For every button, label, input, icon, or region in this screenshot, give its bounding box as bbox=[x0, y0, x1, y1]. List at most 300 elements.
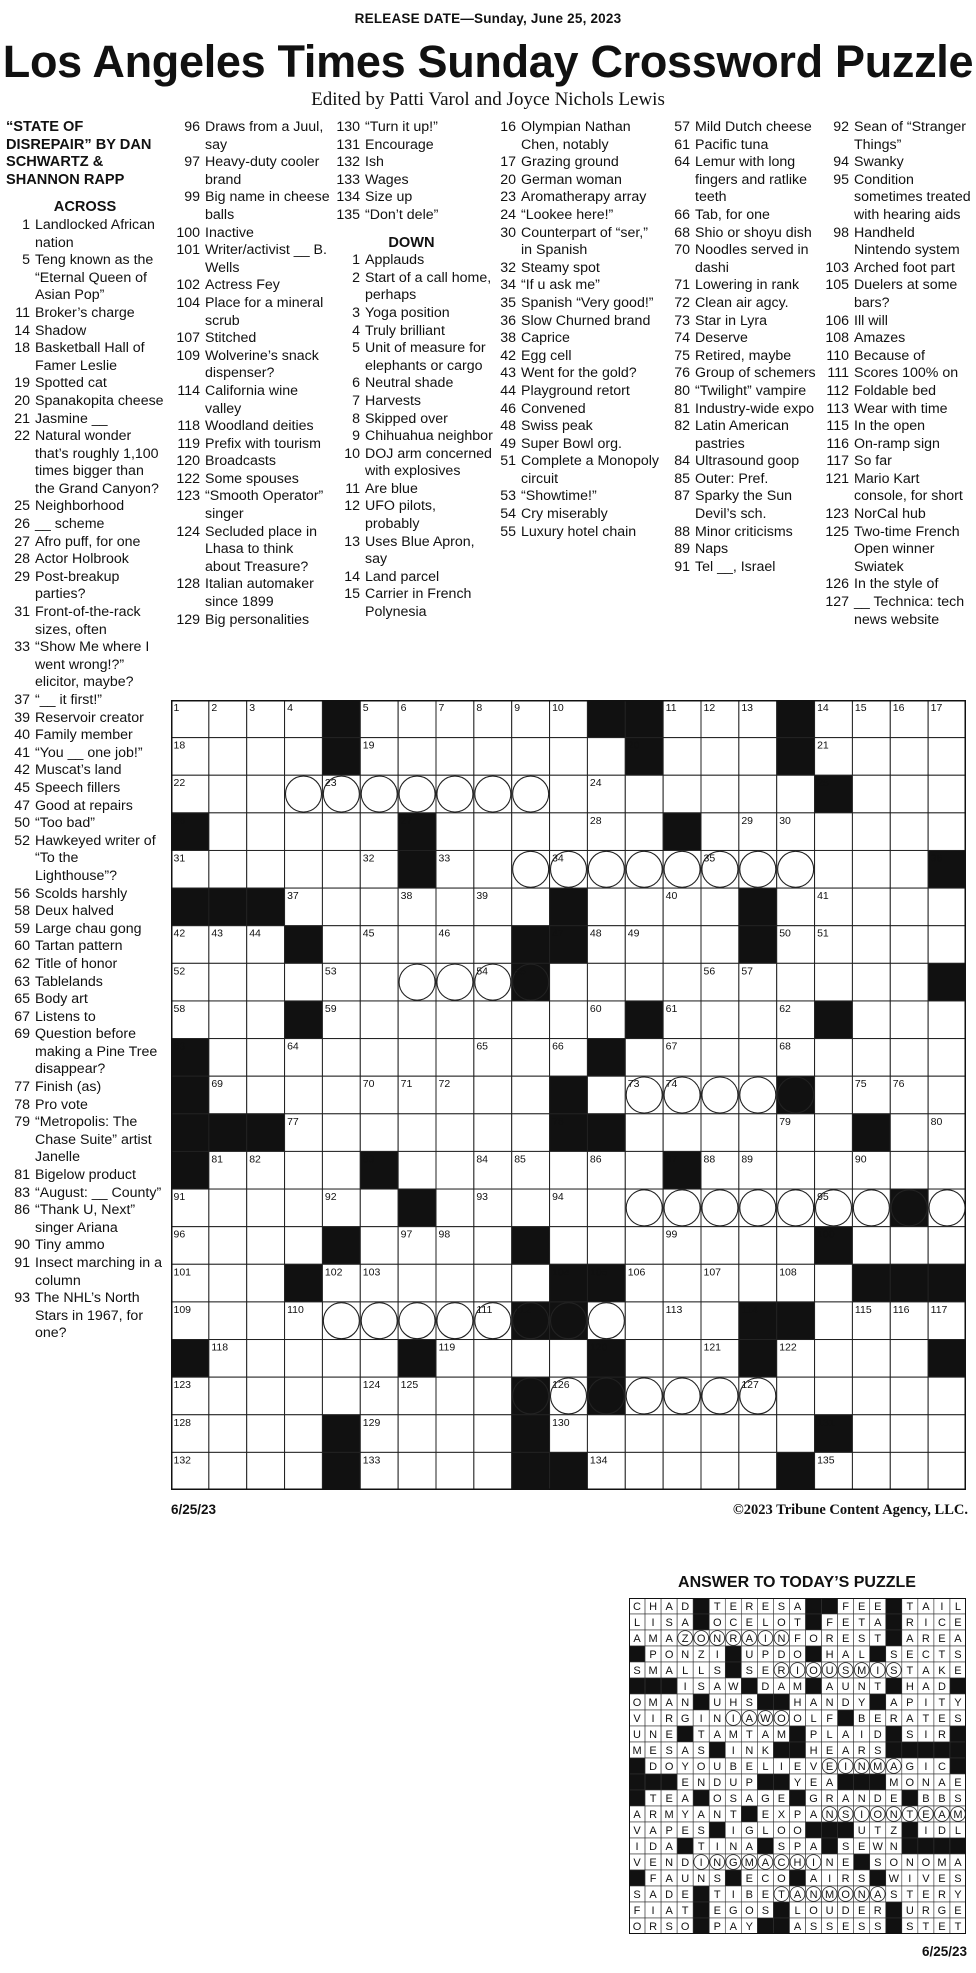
grid-square[interactable] bbox=[512, 1076, 550, 1114]
clue-text: Harvests bbox=[365, 392, 421, 409]
grid-square[interactable] bbox=[247, 813, 285, 851]
grid-square[interactable] bbox=[512, 738, 550, 776]
grid-square[interactable] bbox=[701, 738, 739, 776]
grid-square[interactable] bbox=[701, 775, 739, 813]
grid-square[interactable] bbox=[587, 888, 625, 926]
grid-square[interactable] bbox=[285, 1189, 323, 1227]
grid-square[interactable] bbox=[815, 1264, 853, 1302]
grid-square[interactable] bbox=[815, 1151, 853, 1189]
grid-square[interactable] bbox=[436, 738, 474, 776]
grid-square[interactable] bbox=[474, 813, 512, 851]
block-square bbox=[587, 700, 625, 738]
grid-number: 92 bbox=[324, 1191, 337, 1204]
answer-block bbox=[693, 1694, 709, 1710]
grid-number: 102 bbox=[324, 1266, 343, 1279]
grid-square[interactable] bbox=[322, 888, 360, 926]
grid-square[interactable] bbox=[701, 1189, 739, 1227]
grid-square[interactable] bbox=[625, 1039, 663, 1077]
clue-number: 125 bbox=[825, 523, 849, 540]
grid-square[interactable] bbox=[852, 1340, 890, 1378]
clue-text: “August: __ County” bbox=[35, 1184, 162, 1201]
grid-square[interactable] bbox=[285, 963, 323, 1001]
grid-number: 124 bbox=[362, 1379, 381, 1392]
grid-square[interactable] bbox=[360, 1340, 398, 1378]
grid-square[interactable] bbox=[890, 1039, 928, 1077]
grid-square[interactable] bbox=[625, 813, 663, 851]
grid-square[interactable] bbox=[928, 775, 966, 813]
grid-square[interactable] bbox=[322, 1039, 360, 1077]
grid-square[interactable] bbox=[474, 1377, 512, 1415]
grid-square[interactable] bbox=[360, 1039, 398, 1077]
grid-square[interactable] bbox=[474, 738, 512, 776]
grid-square[interactable] bbox=[360, 1114, 398, 1152]
grid-square[interactable] bbox=[436, 1415, 474, 1453]
grid-square[interactable] bbox=[701, 1114, 739, 1152]
grid-square[interactable] bbox=[890, 813, 928, 851]
grid-square[interactable] bbox=[322, 1340, 360, 1378]
grid-square[interactable] bbox=[247, 850, 285, 888]
grid-square[interactable] bbox=[890, 963, 928, 1001]
grid-square[interactable] bbox=[398, 1039, 436, 1077]
grid-square[interactable] bbox=[474, 1415, 512, 1453]
grid-square[interactable] bbox=[247, 1302, 285, 1340]
grid-square[interactable] bbox=[247, 1189, 285, 1227]
grid-square[interactable] bbox=[322, 850, 360, 888]
grid-square[interactable] bbox=[285, 1340, 323, 1378]
grid-square[interactable] bbox=[852, 1415, 890, 1453]
grid-square[interactable] bbox=[663, 738, 701, 776]
grid-square[interactable] bbox=[701, 1452, 739, 1490]
grid-square[interactable] bbox=[512, 775, 550, 813]
answer-row-text: F A U N S E C O A I R S W I V E S bbox=[649, 1873, 962, 1885]
grid-square[interactable] bbox=[512, 888, 550, 926]
answer-block bbox=[725, 1662, 741, 1678]
answer-block bbox=[838, 1710, 854, 1726]
grid-square[interactable] bbox=[322, 1151, 360, 1189]
grid-square[interactable] bbox=[852, 963, 890, 1001]
grid-square[interactable] bbox=[890, 1377, 928, 1415]
grid-square[interactable] bbox=[209, 813, 247, 851]
grid-number: 3 bbox=[249, 702, 256, 714]
grid-square[interactable] bbox=[474, 1076, 512, 1114]
grid-square[interactable] bbox=[890, 926, 928, 964]
grid-square[interactable] bbox=[928, 813, 966, 851]
grid-number: 97 bbox=[400, 1228, 413, 1241]
grid-square[interactable] bbox=[247, 1227, 285, 1265]
grid-square[interactable] bbox=[739, 775, 777, 813]
grid-square[interactable] bbox=[209, 1377, 247, 1415]
grid-square[interactable] bbox=[398, 926, 436, 964]
grid-square[interactable] bbox=[928, 1076, 966, 1114]
grid-square[interactable] bbox=[890, 888, 928, 926]
grid-number: 132 bbox=[173, 1454, 192, 1467]
grid-square[interactable] bbox=[815, 813, 853, 851]
grid-square[interactable] bbox=[663, 850, 701, 888]
grid-square[interactable] bbox=[587, 1076, 625, 1114]
grid-square[interactable] bbox=[209, 1452, 247, 1490]
grid-square[interactable] bbox=[360, 775, 398, 813]
block-square bbox=[171, 1340, 209, 1378]
clue-column-4 bbox=[494, 119, 659, 541]
grid-square[interactable] bbox=[360, 813, 398, 851]
grid-square[interactable] bbox=[587, 738, 625, 776]
clue-item bbox=[494, 524, 659, 542]
grid-square[interactable] bbox=[398, 963, 436, 1001]
grid-square[interactable] bbox=[625, 1340, 663, 1378]
grid-square[interactable] bbox=[739, 1076, 777, 1114]
grid-square[interactable] bbox=[209, 1227, 247, 1265]
grid-square[interactable] bbox=[209, 1039, 247, 1077]
grid-number: 5 bbox=[362, 702, 369, 714]
grid-square[interactable] bbox=[701, 1227, 739, 1265]
grid-number: 75 bbox=[854, 1078, 867, 1091]
grid-square[interactable] bbox=[474, 1227, 512, 1265]
grid-square[interactable] bbox=[285, 1415, 323, 1453]
block-square bbox=[663, 813, 701, 851]
grid-square[interactable] bbox=[550, 738, 588, 776]
grid-square[interactable] bbox=[285, 813, 323, 851]
grid-square[interactable] bbox=[739, 1114, 777, 1152]
grid-square[interactable] bbox=[436, 1377, 474, 1415]
grid-square[interactable] bbox=[360, 1227, 398, 1265]
grid-square[interactable] bbox=[587, 1302, 625, 1340]
grid-square[interactable] bbox=[625, 1227, 663, 1265]
grid-square[interactable] bbox=[587, 1227, 625, 1265]
grid-square[interactable] bbox=[663, 1114, 701, 1152]
grid-square[interactable] bbox=[890, 775, 928, 813]
grid-square[interactable] bbox=[739, 1189, 777, 1227]
grid-square[interactable] bbox=[701, 813, 739, 851]
grid-square[interactable] bbox=[739, 1039, 777, 1077]
grid-square[interactable] bbox=[322, 1114, 360, 1152]
grid-square[interactable] bbox=[209, 738, 247, 776]
grid-square[interactable] bbox=[815, 1340, 853, 1378]
grid-square[interactable] bbox=[474, 1114, 512, 1152]
grid-square[interactable] bbox=[360, 888, 398, 926]
grid-square[interactable] bbox=[209, 850, 247, 888]
grid-square[interactable] bbox=[928, 1189, 966, 1227]
grid-number: 18 bbox=[173, 739, 186, 752]
grid-square[interactable] bbox=[663, 1264, 701, 1302]
grid-square[interactable] bbox=[701, 1039, 739, 1077]
clue-item bbox=[660, 453, 818, 471]
grid-square[interactable] bbox=[928, 926, 966, 964]
grid-square[interactable] bbox=[663, 1415, 701, 1453]
grid-square[interactable] bbox=[247, 1264, 285, 1302]
grid-square[interactable] bbox=[436, 1001, 474, 1039]
grid-square[interactable] bbox=[436, 1452, 474, 1490]
grid-square[interactable] bbox=[247, 775, 285, 813]
clue-number: 86 bbox=[14, 1202, 30, 1219]
grid-square[interactable] bbox=[739, 1264, 777, 1302]
grid-square[interactable] bbox=[852, 775, 890, 813]
grid-square[interactable] bbox=[739, 1415, 777, 1453]
grid-square[interactable] bbox=[436, 963, 474, 1001]
block-square bbox=[550, 1302, 588, 1340]
grid-number: 38 bbox=[400, 890, 413, 903]
grid-square[interactable] bbox=[852, 1189, 890, 1227]
grid-square[interactable] bbox=[550, 1001, 588, 1039]
grid-square[interactable] bbox=[890, 738, 928, 776]
grid-square[interactable] bbox=[777, 1377, 815, 1415]
grid-square[interactable] bbox=[285, 1076, 323, 1114]
grid-square[interactable] bbox=[360, 1189, 398, 1227]
grid-square[interactable] bbox=[625, 850, 663, 888]
grid-square[interactable] bbox=[550, 1227, 588, 1265]
clue-number: 42 bbox=[14, 762, 30, 779]
grid-square[interactable] bbox=[436, 1302, 474, 1340]
grid-square[interactable] bbox=[815, 963, 853, 1001]
grid-square[interactable] bbox=[701, 1302, 739, 1340]
grid-square[interactable] bbox=[285, 1452, 323, 1490]
clue-text: Stitched bbox=[205, 330, 257, 347]
grid-square[interactable] bbox=[663, 926, 701, 964]
grid-square[interactable] bbox=[890, 1227, 928, 1265]
clue-item bbox=[6, 516, 164, 534]
grid-square[interactable] bbox=[815, 1377, 853, 1415]
grid-square[interactable] bbox=[398, 1001, 436, 1039]
grid-square[interactable] bbox=[890, 1151, 928, 1189]
grid-square[interactable] bbox=[512, 1001, 550, 1039]
grid-square[interactable] bbox=[436, 775, 474, 813]
grid-square[interactable] bbox=[701, 926, 739, 964]
grid-square[interactable] bbox=[928, 888, 966, 926]
grid-square[interactable] bbox=[852, 738, 890, 776]
grid-square[interactable] bbox=[398, 738, 436, 776]
grid-square[interactable] bbox=[928, 1452, 966, 1490]
grid-square[interactable] bbox=[474, 1001, 512, 1039]
block-square bbox=[777, 1302, 815, 1340]
grid-square[interactable] bbox=[625, 1452, 663, 1490]
grid-square[interactable] bbox=[739, 1001, 777, 1039]
block-square bbox=[322, 738, 360, 776]
grid-square[interactable] bbox=[890, 850, 928, 888]
grid-square[interactable] bbox=[890, 1114, 928, 1152]
grid-square[interactable] bbox=[852, 1452, 890, 1490]
grid-square[interactable] bbox=[815, 850, 853, 888]
grid-square[interactable] bbox=[815, 1302, 853, 1340]
grid-square[interactable] bbox=[739, 738, 777, 776]
grid-square[interactable] bbox=[285, 1227, 323, 1265]
grid-square[interactable] bbox=[285, 738, 323, 776]
grid-square[interactable] bbox=[209, 963, 247, 1001]
block-square bbox=[322, 700, 360, 738]
grid-square[interactable] bbox=[701, 1377, 739, 1415]
grid-square[interactable] bbox=[777, 1415, 815, 1453]
grid-square[interactable] bbox=[474, 775, 512, 813]
grid-square[interactable] bbox=[587, 1415, 625, 1453]
grid-square[interactable] bbox=[701, 888, 739, 926]
grid-square[interactable] bbox=[928, 1377, 966, 1415]
grid-square[interactable] bbox=[247, 1340, 285, 1378]
grid-square[interactable] bbox=[663, 963, 701, 1001]
grid-square[interactable] bbox=[625, 888, 663, 926]
grid-square[interactable] bbox=[625, 1114, 663, 1152]
grid-square[interactable] bbox=[474, 1452, 512, 1490]
grid-square[interactable] bbox=[209, 1001, 247, 1039]
grid-square[interactable] bbox=[739, 1227, 777, 1265]
grid-square[interactable] bbox=[247, 738, 285, 776]
grid-number: 24 bbox=[589, 777, 602, 790]
grid-square[interactable] bbox=[322, 1302, 360, 1340]
clue-item bbox=[660, 471, 818, 489]
grid-square[interactable] bbox=[398, 775, 436, 813]
grid-number: 44 bbox=[249, 927, 261, 940]
grid-square[interactable] bbox=[436, 1039, 474, 1077]
grid-square[interactable] bbox=[890, 1340, 928, 1378]
grid-square[interactable] bbox=[550, 1340, 588, 1378]
grid-square[interactable] bbox=[436, 813, 474, 851]
grid-square[interactable] bbox=[209, 1302, 247, 1340]
grid-square[interactable] bbox=[663, 1340, 701, 1378]
grid-square[interactable] bbox=[777, 1227, 815, 1265]
grid-square[interactable] bbox=[550, 813, 588, 851]
grid-square[interactable] bbox=[852, 888, 890, 926]
grid-square[interactable] bbox=[512, 1039, 550, 1077]
grid-square[interactable] bbox=[360, 1302, 398, 1340]
grid-square[interactable] bbox=[587, 1189, 625, 1227]
grid-square[interactable] bbox=[474, 926, 512, 964]
grid-square[interactable] bbox=[360, 1001, 398, 1039]
grid-square[interactable] bbox=[815, 1039, 853, 1077]
grid-square[interactable] bbox=[360, 963, 398, 1001]
grid-square[interactable] bbox=[625, 1377, 663, 1415]
grid-square[interactable] bbox=[436, 1151, 474, 1189]
grid-square[interactable] bbox=[928, 1151, 966, 1189]
grid-square[interactable] bbox=[550, 1151, 588, 1189]
grid-square[interactable] bbox=[928, 1415, 966, 1453]
grid-square[interactable] bbox=[663, 1189, 701, 1227]
clue-text: Tablelands bbox=[35, 973, 103, 990]
grid-square[interactable] bbox=[512, 850, 550, 888]
grid-square[interactable] bbox=[587, 850, 625, 888]
grid-square[interactable] bbox=[247, 1076, 285, 1114]
grid-square[interactable] bbox=[815, 1076, 853, 1114]
grid-square[interactable] bbox=[209, 775, 247, 813]
grid-square[interactable] bbox=[663, 1377, 701, 1415]
grid-square[interactable] bbox=[436, 1264, 474, 1302]
grid-square[interactable] bbox=[928, 1001, 966, 1039]
clue-text: “Don’t dele” bbox=[365, 206, 439, 223]
grid-square[interactable] bbox=[625, 1302, 663, 1340]
grid-square[interactable] bbox=[739, 1452, 777, 1490]
clue-text: Super Bowl org. bbox=[521, 435, 622, 452]
grid-square[interactable] bbox=[550, 775, 588, 813]
grid-square[interactable] bbox=[852, 850, 890, 888]
grid-square[interactable] bbox=[247, 963, 285, 1001]
grid-square[interactable] bbox=[587, 963, 625, 1001]
grid-square[interactable] bbox=[247, 1452, 285, 1490]
grid-square[interactable] bbox=[398, 1415, 436, 1453]
grid-square[interactable] bbox=[625, 1151, 663, 1189]
grid-square[interactable] bbox=[625, 1415, 663, 1453]
clue-text: Wolverine’s snack dispenser? bbox=[205, 347, 319, 382]
grid-square[interactable] bbox=[398, 1264, 436, 1302]
grid-square[interactable] bbox=[890, 1415, 928, 1453]
grid-square[interactable] bbox=[777, 1151, 815, 1189]
grid-square[interactable] bbox=[701, 1415, 739, 1453]
grid-square[interactable] bbox=[701, 1076, 739, 1114]
grid-square[interactable] bbox=[322, 813, 360, 851]
grid-square[interactable] bbox=[625, 963, 663, 1001]
grid-square[interactable] bbox=[777, 775, 815, 813]
grid-square[interactable] bbox=[247, 1001, 285, 1039]
grid-square[interactable] bbox=[436, 1189, 474, 1227]
grid-square[interactable] bbox=[663, 1452, 701, 1490]
clue-number: 97 bbox=[184, 154, 200, 171]
grid-square[interactable] bbox=[398, 1452, 436, 1490]
grid-square[interactable] bbox=[777, 963, 815, 1001]
grid-square[interactable] bbox=[209, 1264, 247, 1302]
grid-square[interactable] bbox=[209, 1189, 247, 1227]
grid-square[interactable] bbox=[474, 1264, 512, 1302]
grid-square[interactable] bbox=[739, 850, 777, 888]
grid-square[interactable] bbox=[512, 1114, 550, 1152]
grid-square[interactable] bbox=[322, 1076, 360, 1114]
grid-square[interactable] bbox=[512, 813, 550, 851]
grid-square[interactable] bbox=[209, 1415, 247, 1453]
grid-square[interactable] bbox=[852, 1001, 890, 1039]
grid-square[interactable] bbox=[663, 775, 701, 813]
grid-square[interactable] bbox=[285, 1377, 323, 1415]
grid-square[interactable] bbox=[247, 1415, 285, 1453]
grid-square[interactable] bbox=[285, 1151, 323, 1189]
grid-square[interactable] bbox=[928, 1227, 966, 1265]
grid-square[interactable] bbox=[815, 1114, 853, 1152]
grid-svg[interactable] bbox=[171, 700, 966, 1490]
grid-square[interactable] bbox=[550, 963, 588, 1001]
grid-square[interactable] bbox=[436, 1114, 474, 1152]
clue-text: Size up bbox=[365, 189, 413, 206]
grid-square[interactable] bbox=[285, 850, 323, 888]
grid-square[interactable] bbox=[398, 1151, 436, 1189]
grid-square[interactable] bbox=[625, 1189, 663, 1227]
clue-item bbox=[6, 886, 164, 904]
grid-number: 78 bbox=[552, 1115, 564, 1128]
grid-square[interactable] bbox=[890, 1001, 928, 1039]
grid-square[interactable] bbox=[436, 888, 474, 926]
answer-svg bbox=[629, 1598, 966, 1934]
grid-square[interactable] bbox=[852, 1377, 890, 1415]
grid-square[interactable] bbox=[512, 1340, 550, 1378]
grid-square[interactable] bbox=[247, 1039, 285, 1077]
grid-square[interactable] bbox=[247, 1377, 285, 1415]
grid-square[interactable] bbox=[928, 738, 966, 776]
grid-square[interactable] bbox=[777, 850, 815, 888]
grid-square[interactable] bbox=[322, 926, 360, 964]
grid-square[interactable] bbox=[512, 1189, 550, 1227]
grid-square[interactable] bbox=[322, 1377, 360, 1415]
block-square bbox=[512, 1452, 550, 1490]
grid-square[interactable] bbox=[852, 813, 890, 851]
grid-square[interactable] bbox=[928, 1039, 966, 1077]
grid-square[interactable] bbox=[398, 1114, 436, 1152]
grid-square[interactable] bbox=[512, 1264, 550, 1302]
grid-square[interactable] bbox=[852, 926, 890, 964]
grid-square[interactable] bbox=[285, 775, 323, 813]
grid-square[interactable] bbox=[777, 1189, 815, 1227]
grid-square[interactable] bbox=[398, 1302, 436, 1340]
grid-square[interactable] bbox=[474, 1340, 512, 1378]
grid-square[interactable] bbox=[625, 775, 663, 813]
crossword-grid[interactable] bbox=[171, 700, 966, 1490]
grid-square[interactable] bbox=[852, 1227, 890, 1265]
grid-square[interactable] bbox=[852, 1039, 890, 1077]
grid-square[interactable] bbox=[890, 1452, 928, 1490]
grid-square[interactable] bbox=[777, 888, 815, 926]
grid-square[interactable] bbox=[474, 850, 512, 888]
grid-square[interactable] bbox=[701, 1001, 739, 1039]
